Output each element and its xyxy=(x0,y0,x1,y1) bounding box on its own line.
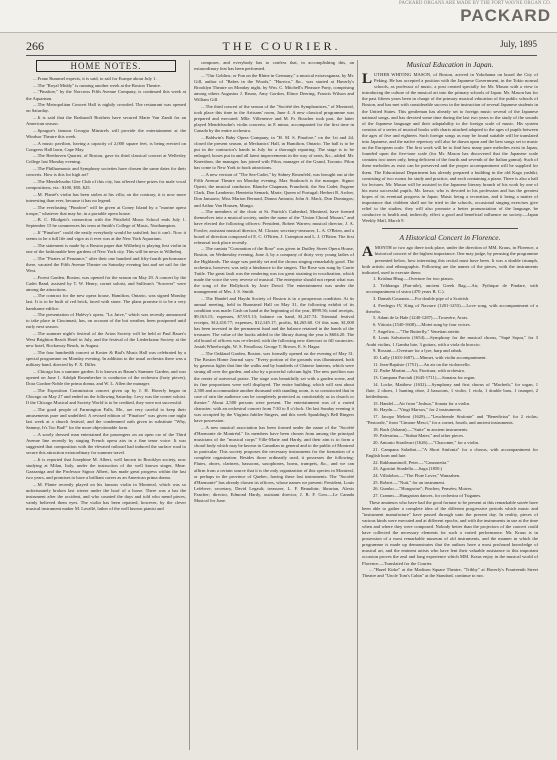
adjacent-page-strip xyxy=(0,0,557,33)
news-paragraph: ....B. C. Blodgett's connection with the Pittsfield Music School ends July 1. September 15 he commences his term at Smith's College of Music, Northampton. xyxy=(26,217,186,229)
news-paragraph: ....The presentation of Halévy's opera, "La Juive," which was recently announced to take place in Cincinnati, has, on account of the hot weather, been postponed until early next season. xyxy=(26,312,186,330)
news-paragraph: These amateurs who have had the good fortune to be present at this remarkable soirée have been able to gather a complete idea of the different progressive periods which music and "instrument manufacture" have passed through unto the present day. In reality, pieces of various kinds were executed and at different epochs, and with the instruments in use at the time when and where they were composed. Nobody better than the projectors of the concert could have collected the necessary elements for such a varied performance. Mr. Kraus is in possession of a most remarkable museum of old instruments, and the manner in which the programme is made up demonstrates that the authors have a most profound knowledge of musical art, and the eminent artists who have lent their valuable assistance to this important occasion proves the zeal and long experience which MM. Kraus enjoy in the musical world of Florence.—Translated for the Courier. xyxy=(362,499,538,566)
news-paragraph: ....The Beethoven Quartet, of Boston, gave its third classical concert at Wellesley College last Monday evening. xyxy=(26,153,186,165)
news-paragraph: ....A music pavilion, having a capacity of 2,000 square feet, is being erected on Congress Hall lawn, Cape May. xyxy=(26,140,186,152)
programme-item: 17. Jacopo Meloni (1629).—"Leuchtende Sinfonie" and "Benedictus" for 2 violas; "Pastorale," from "Cimone Mesci," for a cornet, fourth, and ancient instruments. xyxy=(366,413,538,425)
programme-item: 5. Adam de la Hale (1240-1287).—Trouvère, Arras. xyxy=(373,315,469,321)
news-paragraph: ....M. Plante recently played on his famous violin in Montreal, which was so unfortunately broken last winter under the hoof of a horse. There was a bar the instrument after the accident, and who counted the days and told who mend pieces, vainly believed them eyes. The violin has been repaired, however, by the clever musical instrument maker M. Lavallé, father of the well known pianist and xyxy=(26,481,186,511)
drop-cap: A xyxy=(362,244,373,261)
lead-in-caps: UTHER WHITING MASON xyxy=(374,72,431,77)
news-paragraph: ....Forest Garden, Boston, was opened for the season on May 29. A concert by the Cadet Band, assisted by T. W. Henry, cornet soloist, and Sullivan's "Sorcerer" were among the attractions. xyxy=(26,274,186,292)
column-articles xyxy=(362,60,538,750)
news-paragraph: ....The statement is made by a Boston paper that Wilhelmj is playing first violin in one of the fashionable beer gardens of New York city. This will be news to Wilhelmj. xyxy=(26,242,186,254)
programme-item: 15. Handel.—Air from "Joshua," Sonata for a violin. xyxy=(373,400,471,406)
programme-item: 26. Gumbo.—"Hongroise"; Pinches; Pensées; Moires. xyxy=(373,486,473,492)
page-number: 266 xyxy=(26,39,44,53)
programme-item: 13. Campana Parciali (1645-1711).—Sonatas for organ. xyxy=(373,374,476,380)
section-heading-home-notes: HOME NOTES. xyxy=(36,60,176,72)
issue-date: July, 1895 xyxy=(500,39,537,49)
home-notes-body xyxy=(26,76,186,512)
article-lead-paragraph xyxy=(362,72,538,224)
news-paragraph: ....It is reported that Josephine M. Albert, well known in Brooklyn society, now studying at Milan, Italy, under the instruction of the well known singer, Mme. Gazzaniga and the Professor Signor Albert, has made great progress within the last two years, and promises to have a brilliant career as an American prima donna. xyxy=(26,456,186,480)
running-head xyxy=(26,39,537,56)
programme-item: 25. Robert.—"Nuit," for an instrument. xyxy=(373,479,446,485)
news-paragraph: ....A sorely dressed man entertained the passengers on an open car of the Third Avenue line recently by singing French opera airs in a fine tenor voice. It was suggested that composition with the elevated railroad had induced the surface road to secure this attraction extraordinary for summer travel. xyxy=(26,431,186,455)
news-paragraph: ....If "Pinafore" could die easily everybody would be satisfied; but it can't. Now it seems to be a full life and vigor as it ever was at the New York Aquarium. xyxy=(26,230,186,242)
news-paragraph: ....M. Planté's violin has been stolen at his villa; on the contrary, it is now more interesting than ever, because it has no legend. xyxy=(26,191,186,203)
news-paragraph: ....The everlasting "Pinafore" will be given at Coney Island by a "marine opera troupe," whatever that may be, in a portable opera house. xyxy=(26,204,186,216)
news-paragraph: ....The Philharmonic and Symphony societies have chosen the same dates for their concerts. How is this for high art? xyxy=(26,166,186,178)
column-rule xyxy=(357,60,358,750)
lead-in-caps: MONTH or two ago xyxy=(374,245,414,251)
news-paragraph: ....The Oakland Garden, Boston, was formally opened on the evening of May 31. The Boston Home Journal says: "Every portion of the grounds was illuminated, both by gaseous lights that line the walks and by hundreds of Chinese lanterns, which were strung all over the garden, and also by a powerful calcium light. The new pavilion was the center of universal praise. The stage was beautifully set with a garden scene, and its fine proportions were well displayed. The entire building, which will seat about 2,500 and accommodate another thousand with standing room, is so constructed that in case of rain the audience can be completely protected as comfortably as in church or theatre." About 2,500 persons were present. The entertainment was of a varied character, with an orchestral concert from 7:30 to 8 o'clock. On last Sunday evening it was occupied by the Virginia Jubilee Singers, and this week Spaulding's Bell Ringers have possession. xyxy=(194,351,354,424)
column-rule xyxy=(189,60,190,750)
programme-item: 7. Angelico.—"The Butterfly," Venetian ariette. xyxy=(373,328,461,334)
news-paragraph: ....The four hundredth concert at Koster & Bial's Music Hall was celebrated by a special programme on Monday evening. In addition to the usual orchestra there was a military band, directed by F. X. Diller. xyxy=(26,350,186,368)
news-paragraph: ....It is said that the Brabazoff Brothers have secured Marie Van Zandt for an American season. xyxy=(26,115,186,127)
article-title-historical-concert-florence: A Historical Concert in Florence. xyxy=(399,233,501,243)
programme-item: 3. Damah Couranto.—For double pipe of a Scottish. xyxy=(373,295,470,301)
news-paragraph: ....The Handel and Haydn Society of Boston is in a prosperous condition. At its annual meeting, held in Bumstead Hall on May 31, the following exhibit of its condition was made: Cash on hand at the beginning of the year, $999.56; total receipts, $9,163.15; expenses, $7,915.13; balance on hand, $1,247.74. Triennial festival receipts, $12,410.77; expenses, $12,145.17; profits, $4,265.60. Of this sum, $1,000 has been invested in the permanent fund and the balance retained in the hands of the treasurer. The value of the books added to the library during the year is $604.20. The old board of officers was re-elected, with the following new directors to fill vacancies: Josiah Wheelwright, W. S. Fenollosa, George T. Brown, E. S. Hagar. xyxy=(194,295,354,350)
continued-notes-body xyxy=(194,60,354,504)
news-paragraph: ....The contract for the new opera house, Hamilton, Ontario, was signed Monday last. It is to be built of red brick, faced with stone. The plans promise it to be a very handsome edifice. xyxy=(26,293,186,311)
programme-item: 27. Cramm.—Hungarian dances, for orchestra of Tsiganes. xyxy=(373,492,482,498)
news-paragraph: ....The good people of Farmington Falls, Me., are very careful to keep their amusements pure and undefiled. A revised edition of "Pinafore" was given one night last week at a church festival, and the condemned oath given in substitute "Why, Sammy, It's Too Bad!" for the more objectionable form. xyxy=(26,406,186,430)
news-paragraph: ....A new musical association has been formed under the name of the "Société d'Harmonie de Montréal." Its members have been chosen from among the principal musicians of the "musical corps" Ville-Marie and Hardy, and their aim is to form a choral body which may be known in Canadian in general and to the public of Montreal in particular. This society proposes the necessary instruments for the formation of a complete organization. Besides those ordinarily used, it possesses the following: Flutes, oboes, clarinets, bassoons, saxophones, horns, trumpets, &c., and we can affirm from a certain source that it is the only organization of this species in Montreal, or perhaps in the province of Quebec, having these last instruments. The "Société d'Harmonie" has already chosen its officers, whose names we present: President, Louis Lefebvre, secretary, David Legault; treasurer, L. F. Beaudoin; librarian, Alexis Fancher; director, Edmond Hardy, assistant director, J. B. F. Gow.—Le Canada Musical for June. xyxy=(194,424,354,503)
news-paragraph: ....The "Royal Middy" is running another week at the Boston Theatre. xyxy=(33,82,162,88)
adjacent-page-fine-print: PACKARD ORGANS ARE MADE BY THE FORT WAYNE ORGAN CO. xyxy=(399,1,551,6)
news-paragraph: ....Sprague's famous Georgia Minstrels will provide the entertainment at the Windsor Theatre this week. xyxy=(26,127,186,139)
article-text: there took place, under the direction of MM. Kraus, in Florence, a historical concert of the highest importance. One may judge, by perusing the programme presented below, how interesting this recital must have been. It was a double triumph, both artistic and ethnographic. Following are the names of the pieces, with the instruments indicated, used to execute them: xyxy=(362,245,538,275)
news-paragraph: ...."Our Goblins; or Fun on the Rhine in Germany," a musical extravaganza, by Mr. Gill, author of "Babes in the Woods," "Hurrico," &c., was started at Haverly's Brooklyn Theatre on Monday night, by Wm. C. Mitchell's Pleasure Party, comprising among others Augustus J. Bruno, Amy Gordon, Elinor Deering, Francis Wilson and William Gill. xyxy=(194,72,354,103)
news-paragraph: ....Chicago has a summer garden. It is known as Baum's Summer Garden, and was opened on June 1. Adolph Rosenbecker is conductor of the orchestra (forty pieces), Dora Gordon-Noble the prima donna, and W. L. Allen the manager. xyxy=(26,368,186,387)
news-paragraph: ....The Metropolitan Concert Hall is nightly crowded. The restaurant was opened on Saturday. xyxy=(26,102,186,114)
news-paragraph: ....A new version of "The Sea-Cadet," by Sidney Rosenfeld, was brought out at the Fifth Avenue Theatre on Monday evening. Max Strakosch is the manager. Signor Operti, the musical conductor. Blanche Chapman, Franchetti, the Sea Cadet; Eugene Clark, Don Lamberto; Henrietta Semark, Marie, Queen of Portugal; Herbert R. Archer, Don Januario; Miss Marion Bernard, Donna Antonia; John A. Mack, Don Domingos; and Arthur Van Housen, Mungo. xyxy=(194,172,354,208)
news-paragraph: composer, and everybody has to confess that, in accomplishing this, an extraordinary feat has been performed. xyxy=(194,60,354,72)
programme-item: 24. Villalobos.—"The Flute Lover," Wanzaben. xyxy=(373,472,461,478)
adjacent-page-bleed-word: PACKARD xyxy=(460,6,551,25)
masthead-title: THE COURIER. xyxy=(222,39,341,53)
news-paragraph: ...."Pinafore," by the Norcross Fifth Avenue Company, is continued this week at the Aquarium. xyxy=(26,89,186,101)
news-paragraph: ....The Mendelssohn Glee Club of this city, has offered three prizes for male vocal compositions, viz.: $100, $50, $25. xyxy=(26,178,186,191)
programme-item: 23. Agostini Stradella.—Saga (1850.) xyxy=(373,466,443,472)
programme-item: 12. Padre Martini.—Air, Fioritura, with orchestra. xyxy=(373,368,465,374)
news-paragraph: ....Baldwin's Baby Opera Company, in "H. M. S. Pinafore," on the 1st and 2d, closed the present season, at Mechanics' Hall, in Hamilton, Ontario. The hall is to be put in the contractor's hands in July for a thorough repairing. The stage is to be enlarged, boxes put in and all latest improvements in the way of seats, &c., added. Mr. Kneeshaw, the manager, has joined with Pilon, manager of the Grand, Toronto. Pilon has come to New York to book attractions. xyxy=(194,134,354,171)
article-title-musical-education-japan: Musical Education in Japan. xyxy=(406,60,494,69)
news-paragraph: ....The members of the choir at St. Patrick's Cathedral, Montreal, have formed themselves into a musical society, under the name of the "Union Choral Mozart," and have elected the following officers: President, Robert Warren; musical director, J. A. Fowler; assistant musical director, M. Clozan; secretary-treasurer, L. A. O'Brien, and a board of direction composed of E. C. O'Brien, J. Crampton and L. J. O'Brien. The first rehearsal took place recently. xyxy=(194,209,354,245)
programme-item: 11. Jean-Baptiste (1751).—An air on the violoncello. xyxy=(373,361,471,367)
drop-cap: L xyxy=(362,71,373,87)
programme-item: 1. Krishna Bhag.—Overture for two pianos. xyxy=(373,276,454,282)
news-paragraph: ....The cantata "Coronation of the Rose" was given in Dudley Street Opera House, Boston, on Wednesday evening, June 4, by a company of thirty very young ladies of the Highlands. The stage was prettily set and the chorus singing remarkably good. The orchestra, however, was only a hindrance to the singers. The Rose was sung by Carrie Tuttle. The great fault was the rendering was too great straining in vocalization, which made the voice the very reverse of musical. The enterprise should not repeat what was the song of the Hollyhock by Josie Dowd. The entertainment was under the management of Mrs. J. S. Smith. xyxy=(194,246,354,295)
programme-item: 21. Campana Saladini.—"A Short Sinfonia" for a chorus, with accompaniment for English horn and lute. xyxy=(366,446,538,458)
news-paragraph: ....The Exposition Commission concert given up by J. H. Haverly began in Chicago on May 27 and ended on the following Saturday. Levy was the cornet soloist. If the Chicago Musical and Society World is to be credited, they were not successful. xyxy=(26,387,186,405)
programme-item: 20. Antonio Stradivari (1626).—"Chaconne," for a violin. xyxy=(373,440,480,446)
concert-article-tail xyxy=(362,500,538,580)
news-paragraph: ...."Hazel Kirke" at the Madison Square Theatre, "Tribby" at Haverly's Fourteenth Street Theatre and "Uncle Tom's Cabin" at the Standard, continue to run. xyxy=(362,567,538,579)
article-text: , of Boston, arrived in Yokohama on board the City of Peking. He has accepted a position with the Japanese Government, in the Tokio normal schools, as professor of music, a post created specially for Mr. Mason with a view to introducing the culture of the musical art into the primary schools of Japan. Mr. Mason has for the past fifteen years been in charge of the primary musical education of the public schools of Boston, and has met with considerable success in the instruction of several Japanese students in the United States. This gentleman has already set to foreign music several of the Japanese national songs, and has devoted some time during the last two years to the study of the sounds of the Japanese language and their adaptability to the foreign scale of music. His system consists of a series of musical books with charts attached adapted to the ages of pupils between the ages of five and eighteen. Such foreign songs as may be found suitable will be translated into Japanese, and the native repertory will also be drawn upon and the best songs set to music on the European scale. The first work will be to find how many pure melodies exist in Japan, founded upon the five-tone scale (for Mr. Mason has discovered that the Japanese scale contains two tones only, being deficient of the fourth and seventh of the Italian gamut). Such of these melodies as exist can be preserved and the proper accompaniment will be supplied for them. The Educational Department has already prepared a building in the old Kaga yashiki, consisting of two rooms for study and practice, and each containing a piano. There is also a hall for lectures. Mr. Mason will be assisted in the Japanese literary branch of his work by one of his most successful pupils, Mr. Izawa, who is devoted to his profession and has the greatest hopes of its eventual progress in Japan. Music being a recreation, and it being a matter of importance that children shall not be tried in the schools, occasional singing exercises give relief to the studies; they will also promote a better pronunciation of the language, be conducive to health and, indirectly, effect a good and beneficial influence on society.—Japan Weekly Mail, March 9. xyxy=(362,72,538,224)
column-continued-notes xyxy=(194,60,354,750)
news-paragraph: ....The "Pirates of Penzance," after their one hundred and fifty-fourth performance there, vacated the Fifth Avenue Theatre on Saturday evening last and set sail for the West. xyxy=(26,255,186,273)
programme-item: 4. Fredegys IV, King of Navarre (1201-1253).—Love song, with accompaniment of a theorbo. xyxy=(366,302,538,314)
programme-item: 2. Tribhanga (Fan-aile), ancient Greek Rag.—Air, Pythique de Pindare, with accompaniment of sistra (470 years B. C.). xyxy=(366,283,538,295)
programme-item: 9. Rossini.—Overture for a lyre, harp and rabab. xyxy=(373,348,463,354)
section-divider xyxy=(382,228,518,229)
programme-item: 18. Bach (Johann).—"Suite" in ancient instruments. xyxy=(373,426,469,432)
news-paragraph: ....The summer night's festival of the Arion Society will be held at Paul Bauer's West Brighton Beach Hotel in July, and the festival of the Liederkranz Society at the new hotel, Rockaway Beach, in August. xyxy=(26,331,186,349)
article-lead-paragraph xyxy=(362,245,538,275)
news-paragraph: ....The third concert of the season of the "Société des Symphonistes," of Montreal, took place this time in the Artisans' room, June 4. A new classical programme was prepared and executed. Mlle. Villeneuve and M. Fr. Boucher took part, the latter played Mendelssohn's violin concerto, in E minor, accompanied for the first time in Canada by the entire orchestra. xyxy=(194,103,354,134)
programme-item: 8. Louis Salvatorio (1654).—Symphony for the musical chorus, "Sapè Sopra," for 3 Arabi violins, 1 Gamba lute, 3 guitars, with a viola da braccio. xyxy=(366,335,538,347)
programme-item: 6. Vittoria (1540-1608).—Motet sung by four voices. xyxy=(373,322,471,328)
programme-item: 14. Locke, Matthew (1632).—Symphony and first chorus of "Macbeth," for organ, 1 flute, 2 oboes, 1 hunting oboe, 2 bassoons, 1 violin, 1 viola, 1 double bass, 1 trumpet, 2 kettledrums. xyxy=(366,381,538,399)
programme-item: 19. Palestrina.—"Stabat Mater," and other pieces. xyxy=(373,433,465,439)
programme-item: 16. Haydn.—"Vingt Marxos," for 2 instruments. xyxy=(373,407,462,413)
concert-programme-list xyxy=(362,276,538,499)
programme-item: 22. Rakhmaninoff, Peter.—"Canzonetta." xyxy=(373,459,450,465)
programme-item: 10. Lully (1633-1687).—Minuet, with violin accompaniment. xyxy=(373,354,487,360)
column-home-notes xyxy=(26,60,186,750)
news-paragraph: ....Franz Rummel expects, it is said, to sail for Europe about July 1. xyxy=(33,76,157,82)
